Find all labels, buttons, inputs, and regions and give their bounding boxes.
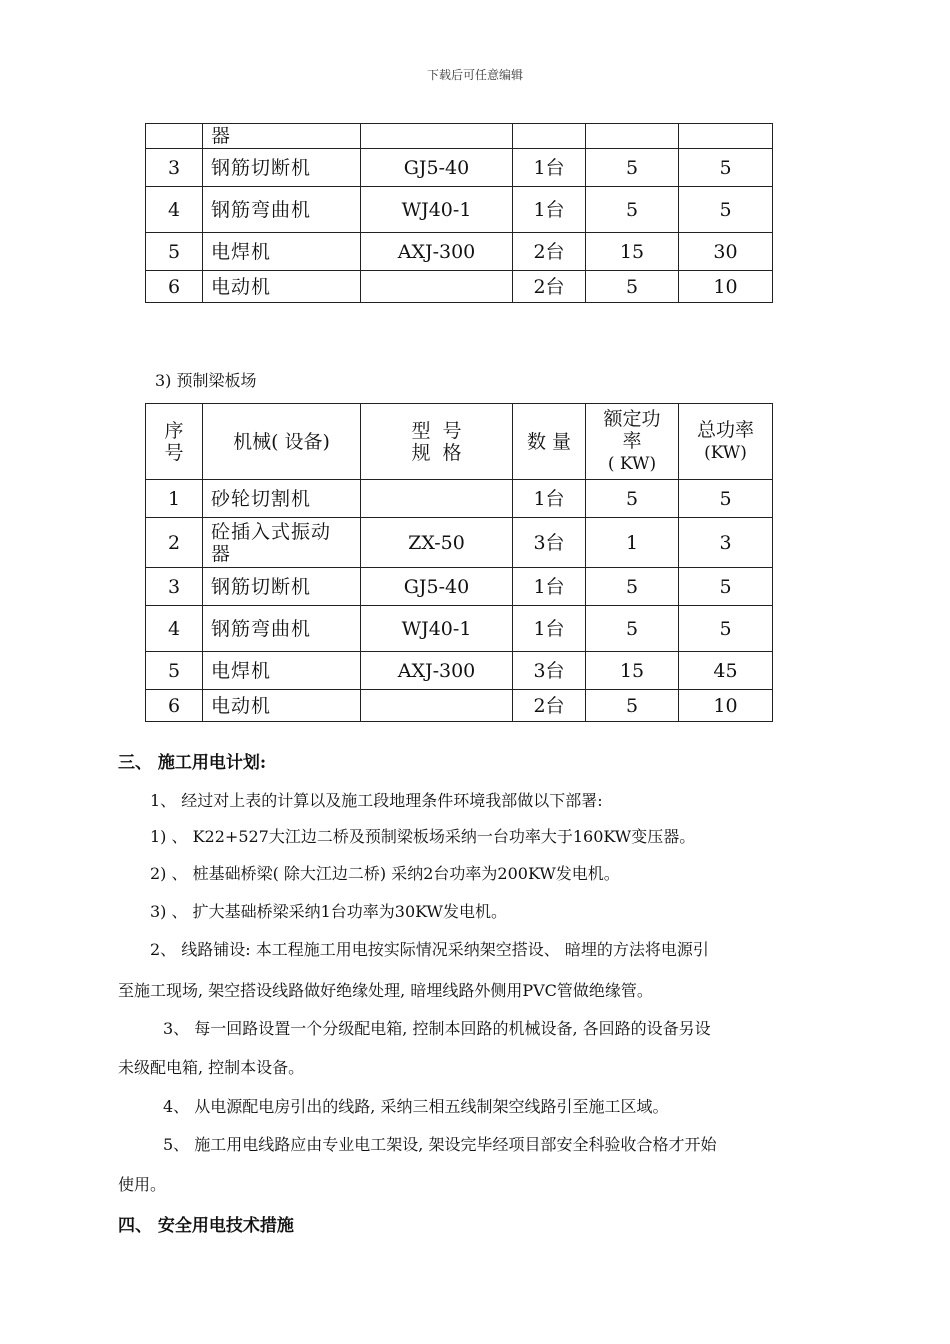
cell-name: 电动机 xyxy=(203,690,361,722)
cell-model: ZX-50 xyxy=(361,518,513,568)
cell-rated: 15 xyxy=(586,652,679,690)
cell-qty: 2台 xyxy=(513,690,586,722)
cell-qty: 1台 xyxy=(513,568,586,606)
paragraph: 1、 经过对上表的计算以及施工段地理条件环境我部做以下部署: xyxy=(150,791,603,810)
header-no: 序 号 xyxy=(146,404,203,480)
table-row xyxy=(146,690,773,722)
cell-rated: 5 xyxy=(586,568,679,606)
header-name: 机械( 设备) xyxy=(203,404,361,480)
cell-rated: 5 xyxy=(586,480,679,518)
table-row xyxy=(146,149,773,187)
section-heading-power-plan: 三、 施工用电计划: xyxy=(118,753,267,773)
cell-name: 电动机 xyxy=(203,271,361,303)
cell-rated: 5 xyxy=(586,690,679,722)
table-row xyxy=(146,271,773,303)
section-heading-safety: 四、 安全用电技术措施 xyxy=(118,1216,294,1236)
paragraph: 未级配电箱, 控制本设备。 xyxy=(118,1058,305,1077)
cell-rated: 5 xyxy=(586,187,679,233)
paragraph: 5、 施工用电线路应由专业电工架设, 架设完毕经项目部安全科验收合格才开始 xyxy=(163,1135,717,1154)
table-row xyxy=(146,480,773,518)
cell-no xyxy=(146,124,203,149)
cell-name: 砂轮切割机 xyxy=(203,480,361,518)
paragraph: 至施工现场, 架空搭设线路做好绝缘处理, 暗埋线路外侧用PVC管做绝缘管。 xyxy=(118,981,653,1000)
cell-no: 4 xyxy=(146,187,203,233)
cell-rated: 15 xyxy=(586,233,679,271)
cell-qty: 1台 xyxy=(513,480,586,518)
cell-total xyxy=(679,124,773,149)
cell-model xyxy=(361,480,513,518)
cell-total: 3 xyxy=(679,518,773,568)
cell-no: 4 xyxy=(146,606,203,652)
cell-name: 砼插入式振动 器 xyxy=(203,518,361,568)
cell-model xyxy=(361,124,513,149)
cell-name: 钢筋弯曲机 xyxy=(203,606,361,652)
paragraph: 3、 每一回路设置一个分级配电箱, 控制本回路的机械设备, 各回路的设备另设 xyxy=(163,1019,711,1038)
cell-total: 5 xyxy=(679,480,773,518)
cell-rated: 5 xyxy=(586,271,679,303)
cell-name: 钢筋切断机 xyxy=(203,149,361,187)
paragraph: 3) 、 扩大基础桥梁采纳1台功率为30KW发电机。 xyxy=(150,902,507,921)
paragraph: 4、 从电源配电房引出的线路, 采纳三相五线制架空线路引至施工区域。 xyxy=(163,1097,669,1116)
cell-model: WJ40-1 xyxy=(361,187,513,233)
table-row xyxy=(146,518,773,568)
cell-total: 10 xyxy=(679,271,773,303)
table-row xyxy=(146,568,773,606)
cell-name: 钢筋弯曲机 xyxy=(203,187,361,233)
table-row xyxy=(146,233,773,271)
cell-no: 6 xyxy=(146,690,203,722)
cell-no: 3 xyxy=(146,568,203,606)
cell-no: 5 xyxy=(146,652,203,690)
table-row xyxy=(146,652,773,690)
table-row xyxy=(146,187,773,233)
paragraph: 1) 、 K22+527大江边二桥及预制梁板场采纳一台功率大于160KW变压器。 xyxy=(150,827,696,846)
cell-model: AXJ-300 xyxy=(361,233,513,271)
cell-model: WJ40-1 xyxy=(361,606,513,652)
table-row xyxy=(146,124,773,149)
cell-no: 2 xyxy=(146,518,203,568)
cell-total: 5 xyxy=(679,187,773,233)
header-model: 型 号 规 格 xyxy=(361,404,513,480)
cell-total: 45 xyxy=(679,652,773,690)
header-note: 下载后可任意编辑 xyxy=(426,68,523,82)
header-qty: 数 量 xyxy=(513,404,586,480)
header-total: 总功率 (KW) xyxy=(679,404,773,480)
cell-total: 5 xyxy=(679,568,773,606)
cell-no: 1 xyxy=(146,480,203,518)
cell-total: 5 xyxy=(679,606,773,652)
cell-qty: 1台 xyxy=(513,606,586,652)
cell-total: 5 xyxy=(679,149,773,187)
cell-rated xyxy=(586,124,679,149)
cell-name: 钢筋切断机 xyxy=(203,568,361,606)
equipment-table-precast-yard xyxy=(145,403,773,722)
cell-no: 3 xyxy=(146,149,203,187)
cell-name: 器 xyxy=(203,124,361,149)
cell-name: 电焊机 xyxy=(203,233,361,271)
cell-qty: 2台 xyxy=(513,271,586,303)
cell-model: GJ5-40 xyxy=(361,568,513,606)
cell-no: 5 xyxy=(146,233,203,271)
cell-total: 10 xyxy=(679,690,773,722)
table-row xyxy=(146,606,773,652)
cell-rated: 5 xyxy=(586,606,679,652)
paragraph: 使用。 xyxy=(118,1175,167,1194)
header-rated: 额定功 率 ( KW) xyxy=(586,404,679,480)
cell-qty: 3台 xyxy=(513,518,586,568)
paragraph: 2) 、 桩基础桥梁( 除大江边二桥) 采纳2台功率为200KW发电机。 xyxy=(150,864,620,883)
cell-name: 电焊机 xyxy=(203,652,361,690)
cell-qty xyxy=(513,124,586,149)
cell-total: 30 xyxy=(679,233,773,271)
table-header-row xyxy=(146,404,773,480)
cell-qty: 2台 xyxy=(513,233,586,271)
cell-model xyxy=(361,271,513,303)
cell-model: GJ5-40 xyxy=(361,149,513,187)
cell-rated: 1 xyxy=(586,518,679,568)
equipment-table-continued xyxy=(145,123,773,303)
cell-model xyxy=(361,690,513,722)
cell-qty: 1台 xyxy=(513,187,586,233)
cell-qty: 1台 xyxy=(513,149,586,187)
cell-no: 6 xyxy=(146,271,203,303)
cell-model: AXJ-300 xyxy=(361,652,513,690)
subsection-title: 3) 预制梁板场 xyxy=(155,371,257,390)
paragraph: 2、 线路铺设: 本工程施工用电按实际情况采纳架空搭设、 暗埋的方法将电源引 xyxy=(150,940,709,959)
cell-qty: 3台 xyxy=(513,652,586,690)
cell-rated: 5 xyxy=(586,149,679,187)
